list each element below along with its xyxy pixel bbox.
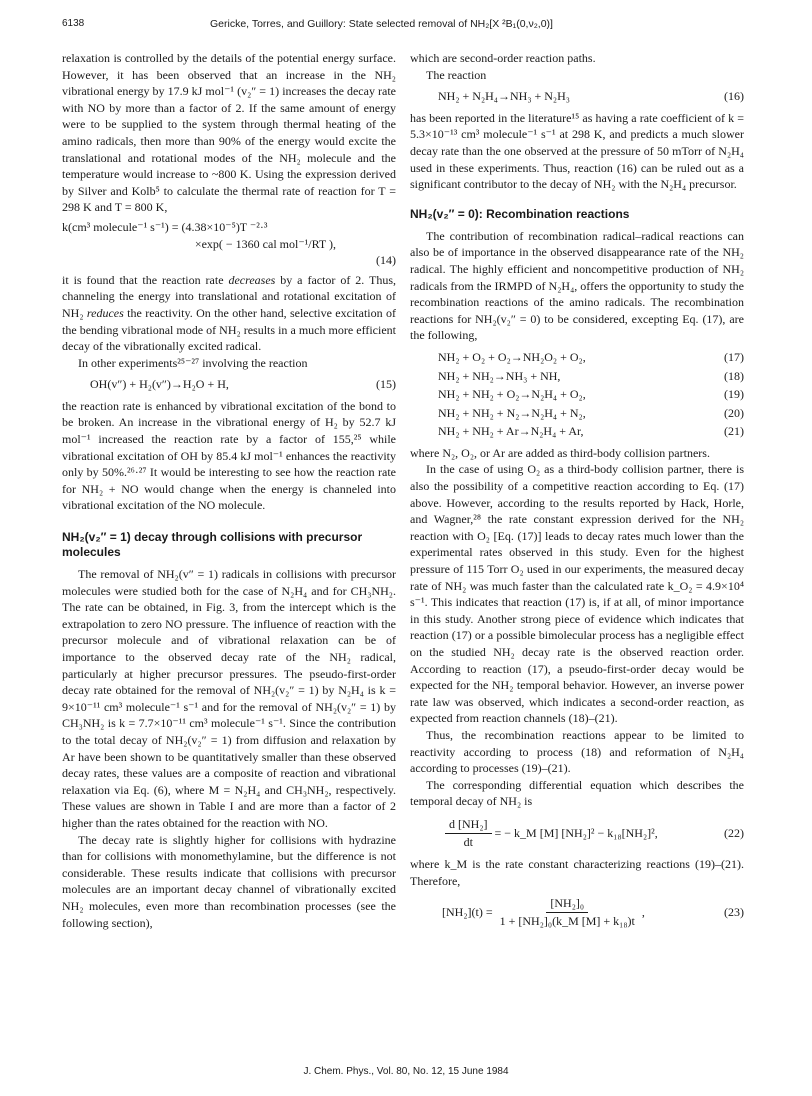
equation-23-numerator: [NH₂]₀ — [546, 895, 588, 913]
equation-23-body — [410, 895, 645, 929]
left-paragraph-3: In other experiments²⁵⁻²⁷ involving the reaction — [78, 355, 308, 370]
right-paragraph-5: where N₂, O₂, or Ar are added as third-body collision partners. — [410, 445, 710, 460]
reaction-18 — [410, 368, 744, 385]
equation-22-rhs: = − k_M [M] [NH₂]² − k₁₈[NH₂]², — [494, 825, 658, 840]
left-paragraph-2 — [62, 272, 396, 355]
left-paragraph-2-a: it is found that the reaction rate — [62, 272, 229, 287]
reaction-number: (21) — [724, 424, 744, 439]
reaction-equation: NH₂ + NH₂→NH₃ + NH, — [438, 368, 561, 383]
right-paragraph-6: In the case of using O₂ as a third-body collision partner, there is also the possibility of a competitive reaction according to Eq. (17) above. However, according to the results reported by Hack, Horle, and Wagner,²⁸ the rate constant expression derived for the NH₂ reaction with O₂ [Eq. (17)] leads to decay rates much lower than the experimental rates observed in this study. Even for the highest pressure of 115 Torr O₂ used in our experiments, the measured decay rate of NH₂ was much faster than the calculated rate k_O₂ = 4.9×10⁴ s⁻¹. This indicates that reaction (17) is, if at all, of minor importance in this study. Another strong piece of evidence which indicates that reaction (17) or a possible bimolecular process has a negligible effect on the studied NH₂ decay rate is the observed reaction order. According to reaction (17), a pseudo-first-order decay would be expected for the NH₂ temporal behavior. However, an inverse power rate law was observed, which indicates a second-order reaction, as expected from reaction channels (18)–(21). — [410, 462, 744, 726]
equation-15-number: (15) — [376, 377, 396, 392]
reaction-equation: NH₂ + NH₂ + O₂→N₂H₄ + O₂, — [438, 387, 586, 402]
reaction-list — [410, 349, 744, 440]
reaction-number: (18) — [724, 368, 744, 383]
reaction-number: (17) — [724, 349, 744, 364]
section-heading-recombination: NH₂(v₂″ = 0): Recombination reactions — [410, 206, 630, 221]
equation-22-body — [410, 816, 658, 850]
reaction-equation: NH₂ + NH₂ + N₂→N₂H₄ + N₂, — [438, 405, 586, 420]
left-paragraph-2-c: the reactivity. On the other hand, selective excitation of the bending vibrational mode of NH₂ results in a much more efficient decay of the vibrationally excited radical. — [62, 305, 396, 354]
right-paragraph-1: which are second-order reaction paths. — [410, 51, 596, 65]
equation-23 — [410, 895, 744, 929]
reaction-equation: NH₂ + O₂ + O₂→NH₂O₂ + O₂, — [438, 349, 586, 364]
right-paragraph-9: where k_M is the rate constant characterizing reactions (19)–(21). Therefore, — [410, 857, 744, 888]
equation-14-line-1: k(cm³ molecule⁻¹ s⁻¹) = (4.38×10⁻⁵)T ⁻²·³ — [62, 219, 268, 234]
journal-footer: J. Chem. Phys., Vol. 80, No. 12, 15 June 1984 — [303, 1066, 509, 1077]
emphasis-decreases: decreases — [228, 272, 276, 287]
left-paragraph-2-b: by a factor of 2. Thus, channeling the energy into translational and rotational excitation of NH₂ — [62, 272, 396, 320]
equation-22-numerator: d [NH₂] — [445, 816, 492, 834]
running-title: Gericke, Torres, and Guillory: State selected removal of NH₂[X ²B₁(0,ν₂,0)] — [210, 18, 553, 30]
reaction-number: (20) — [724, 405, 744, 420]
right-paragraph-7: Thus, the recombination reactions appear to be limited to reactivity according to process (18) and reformation of N₂H₄ according to processes (19)–(21). — [410, 727, 744, 776]
equation-14 — [62, 219, 396, 269]
left-column — [62, 50, 396, 931]
left-paragraph-5: The removal of NH₂(v″ = 1) radicals in collisions with precursor molecules were studied both for the case of N₂H₄ and for CH₃NH₂. The rate can be obtained, in Fig. 3, from the intercept which is the extrapolation to zero NO pressure. The influence of reaction with the precursor molecule and of vibrational relaxation can be of importance to the observed decay rate of the NH₂ radical, particularly at higher precursor pressures. The pseudo-first-order decay rate obtained for the removal of NH₂(v₂″ = 1) by N₂H₄ is k = 9×10⁻¹¹ cm³ molecule⁻¹ s⁻¹ and for the removal of NH₂(v₂″ = 1) by CH₃NH₂ is k = 7.7×10⁻¹¹ cm³ molecule⁻¹ s⁻¹. Since the contribution to the total decay of NH₂(v₂″ = 1) from diffusion and relaxation by Ar have been shown to be quantitatively smaller than these observed decay rates, these values are a composite of reaction and vibrational relaxation via Eq. (6), where M = N₂H₄ and CH₃NH₂, respectively. These values are shown in Table I and are more than a factor of 2 higher than the rates obtained for the reaction with NO. — [62, 567, 396, 830]
right-paragraph-8: The corresponding differential equation which describes the temporal decay of NH₂ is — [410, 777, 744, 809]
emphasis-reduces: reduces — [86, 305, 124, 320]
equation-22-number: (22) — [724, 825, 744, 840]
reaction-equation: NH₂ + NH₂ + Ar→N₂H₄ + Ar, — [438, 424, 584, 439]
left-paragraph-1: relaxation is controlled by the details of the potential energy surface. However, it has been observed that an increase in the NH₂ vibrational energy by 17.9 kJ mol⁻¹ (v₂″ = 1) increases the decay rate with NO by more than a factor of 2. If the same amount of energy were to be supplied to the system through thermal heating of the amino radicals, then more than 90% of the energy would excite the translational and rotational modes of the NH₂ molecule and the temperature would increase to ~800 K. Using the expression derived by Silver and Kolb⁵ to calculate the thermal rate of reaction for T = 298 K and T = 800 K, — [62, 51, 396, 215]
section-heading-precursor: NH₂(v₂″ = 1) decay through collisions with precursor molecules — [62, 530, 363, 560]
equation-14-number: (14) — [376, 253, 396, 268]
equation-15-body: OH(v″) + H₂(v″)→H₂O + H, — [90, 377, 229, 392]
equation-23-fraction — [496, 895, 639, 929]
reaction-number: (19) — [724, 387, 744, 402]
left-paragraph-6: The decay rate is slightly higher for collisions with hydrazine than for collisions with monomethylamine, but the difference is not considerable. These results indicate that collisions with precursor molecules are an important decay channel of vibrationally excited NH₂ molecules, even more than recombination processes (see the following section), — [62, 832, 396, 930]
equation-23-number: (23) — [724, 905, 744, 920]
equation-14-line-2: ×exp( − 1360 cal mol⁻¹/RT ), — [194, 236, 336, 251]
right-column — [410, 50, 744, 936]
reaction-17 — [410, 349, 744, 366]
equation-16-number: (16) — [724, 89, 744, 104]
left-paragraph-4: the reaction rate is enhanced by vibrational excitation of the bond to be broken. An increase in the vibrational energy of H₂ by 52.7 kJ mol⁻¹ increased the reaction rate by a factor of 155,²⁵ while vibrational excitation of OH by 85.4 kJ mol⁻¹ enhances the reactivity only by 50%.²⁶·²⁷ It would be interesting to see how the reaction rate for NH₂ + NO would change when the energy is channeled into vibrational excitation of the NO molecule. — [62, 398, 396, 513]
equation-23-tail: , — [641, 905, 645, 920]
right-paragraph-4: The contribution of recombination radical–radical reactions can also be of importance in the observed disappearance rate of the NH₂ radical. The highly efficient and noncompetitive production of NH₂ radicals from the IRMPD of N₂H₄, offers the opportunity to study the recombination reactions of the amino radicals. The recombination reactions for NH₂(v₂″ = 0) to be considered, excepting Eq. (17), are the following, — [410, 228, 744, 343]
equation-23-denominator: 1 + [NH₂]₀(k_M [M] + k₁₈)t — [499, 913, 635, 928]
equation-22-fraction — [445, 816, 492, 850]
equation-16 — [410, 88, 744, 105]
reaction-20 — [410, 405, 744, 422]
equation-22-denominator: dt — [463, 834, 473, 849]
equation-15 — [62, 376, 396, 393]
right-paragraph-3: has been reported in the literature¹⁵ as having a rate coefficient of k = 5.3×10⁻¹³ cm³ molecule⁻¹ s⁻¹ at 298 K, and predicts a much slower decay rate than the one observed at the pressure of 50 mTorr of N₂H₄ used in these experiments. Thus, reaction (16) can be ruled out as a significant contributor to the decay of NH₂ with the N₂H₄ precursor. — [410, 110, 744, 192]
reaction-19 — [410, 386, 744, 403]
reaction-21 — [410, 423, 744, 440]
right-paragraph-2: The reaction — [426, 67, 487, 82]
equation-16-body: NH₂ + N₂H₄→NH₃ + N₂H₃ — [438, 89, 570, 104]
equation-23-lhs: [NH₂](t) = — [442, 905, 493, 920]
equation-22 — [410, 816, 744, 850]
page-number: 6138 — [62, 18, 85, 29]
